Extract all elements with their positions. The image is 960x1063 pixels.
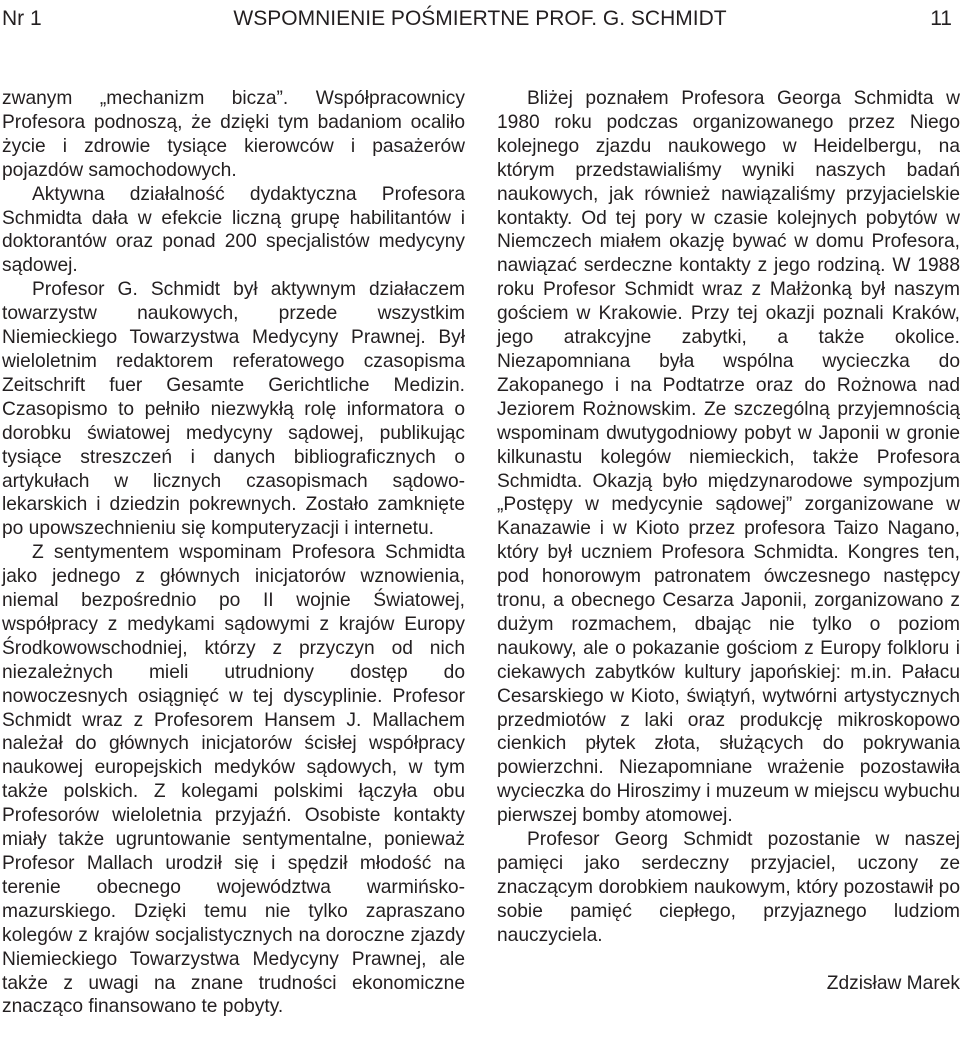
author-signature: Zdzisław Marek [826,972,960,994]
issue-number: Nr 1 [2,7,42,30]
paragraph: Profesor G. Schmidt był aktywnym działaczem towarzystw naukowych, przede wszystkim Niemieckiego Towarzystwa Medycyny Prawnej. Był wieloletnim redaktorem referatowego czasopisma Zeitschrift fuer Gesamte Gerichtliche Medizin. Czasopismo to pełniło niezwykłą rolę informatora o dorobku światowej medycyny sądowej, publikując tysiące streszczeń i danych bibliograficznych o artykułach w licznych czasopismach sądowo-lekarskich i dziedzin pokrewnych. Zostało zamknięte po upowszechnieniu się komputeryzacji i internetu. [2,279,465,540]
paragraph: Aktywna działalność dydaktyczna Profesora Schmidta dała w efekcie liczną grupę habilitantów i doktorantów oraz ponad 200 specjalistów medycyny sądowej. [2,183,465,277]
paragraph: Profesor Georg Schmidt pozostanie w naszej pamięci jako serdeczny przyjaciel, uczony ze znaczącym dorobkiem naukowym, który pozostawił po sobie pamięć ciepłego, przyjaznego ludziom nauczyciela. [497,829,960,946]
paragraph: Bliżej poznałem Profesora Georga Schmidta w 1980 roku podczas organizowanego przez Niego kolejnego zjazdu naukowego w Heidelbergu, na którym przedstawialiśmy wyniki naszych badań naukowych, jak również nawiązaliśmy przyjacielskie kontakty. Od tej pory w czasie kolejnych pobytów w Niemczech miałem okazję bywać w domu Profesora, nawiązać serdeczne kontakty z jego rodziną. W 1988 roku Profesor Schmidt wraz z Małżonką był naszym gościem w Krakowie. Przy tej okazji poznali Kraków, jego atrakcyjne zabytki, a także okolice. Niezapomniana była wspólna wycieczka do Zakopanego i na Podtatrze oraz do Rożnowa nad Jeziorem Rożnowskim. Ze szczególną przyjemnością wspominam dwutygodniowy pobyt w Japonii w gronie kilkunastu kolegów niemieckich, także Profesora Schmidta. Okazją było międzynarodowe sympozjum „Postępy w medycynie sądowej” zorganizowane w Kanazawie i w Kioto przez profesora Taizo Nagano, który był uczniem Profesora Schmidta. Kongres ten, pod honorowym patronatem ówczesnego następcy tronu, a obecnego Cesarza Japonii, zorganizowano z dużym rozmachem, dbając nie tylko o poziom naukowy, ale o pokazanie gościom z Europy folkloru i ciekawych zabytków kultury japońskiej: m.in. Pałacu Cesarskiego w Kioto, świątyń, wytwórni artystycznych przedmiotów z laki oraz produkcję mikroskopowo cienkich płytek złota, służących do pokrywania powierzchni. Niezapomniane wrażenie pozostawiła wycieczka do Hiroszimy i muzeum w miejscu wybuchu pierwszej bomby atomowej. [497,88,960,827]
left-column [2,87,465,1019]
page-header [0,4,960,34]
paragraph: Z sentymentem wspominam Profesora Schmidta jako jednego z głównych inicjatorów wznowienia, niemal bezpośrednio po II wojnie Światowej, współpracy z medykami sądowymi z krajów Europy Środkowowschodniej, którzy z przyczyn od nich niezależnych mieli utrudniony dostęp do nowoczesnych osiągnięć w tej dyscyplinie. Profesor Schmidt wraz z Profesorem Hansem J. Mallachem należał do głównych inicjatorów ścisłej współpracy naukowej europejskich medyków sądowych, w tym także polskich. Z kolegami polskimi łączyła obu Profesorów wieloletnia przyjaźń. Osobiste kontakty miały także ugruntowanie sentymentalne, ponieważ Profesor Mallach urodził się i spędził młodość na terenie obecnego województwa warmińsko-mazurskiego. Dzięki temu nie tylko zapraszano kolegów z krajów socjalistycznych na doroczne zjazdy Niemieckiego Towarzystwa Medycyny Prawnej, ale także z uwagi na znane trudności ekonomiczne znacząco finansowano te pobyty. [2,542,465,1018]
paragraph: zwanym „mechanizm bicza”. Współpracownicy Profesora podnoszą, że dzięki tym badaniom ocaliło życie i zdrowie tysiące kierowców i pasażerów pojazdów samochodowych. [2,88,465,181]
right-column [497,87,960,996]
page-number: 11 [930,7,952,30]
running-title: WSPOMNIENIE POŚMIERTNE PROF. G. SCHMIDT [233,7,727,30]
